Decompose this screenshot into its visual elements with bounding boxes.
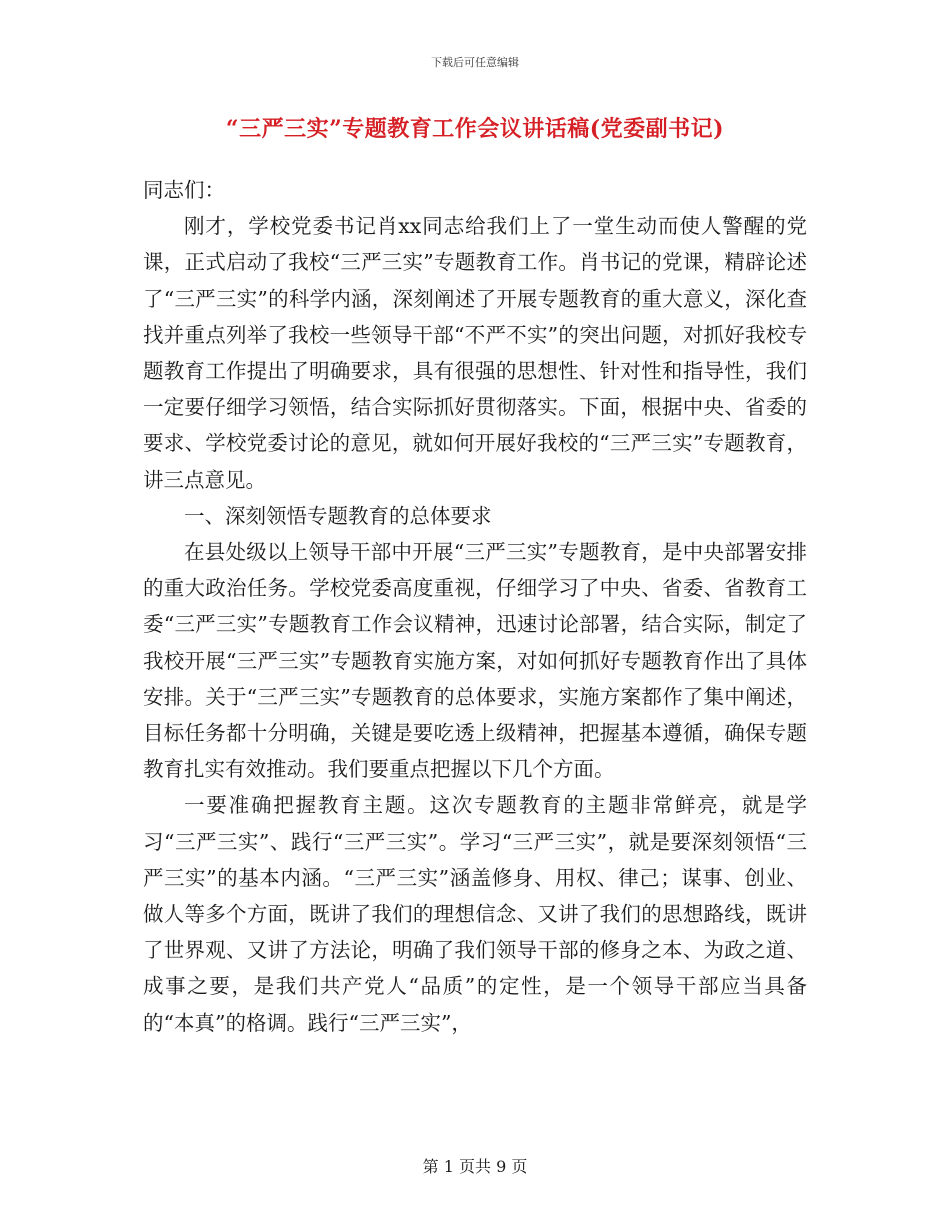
paragraph-intro: 刚才，学校党委书记肖xx同志给我们上了一堂生动而使人警醒的党课，正式启动了我校“三严三实”专题教育工作。肖书记的党课，精辟论述了“三严三实”的科学内涵，深刻阐述了开展专题教育的重大意义，深化查找并重点列举了我校一些领导干部“不严不实”的突出问题，对抓好我校专题教育工作提出了明确要求，具有很强的思想性、针对性和指导性，我们一定要仔细学习领悟，结合实际抓好贯彻落实。下面，根据中央、省委的要求、学校党委讨论的意见，就如何开展好我校的“三严三实”专题教育，讲三点意见。 (143, 214, 807, 492)
salutation: 同志们： (143, 178, 225, 202)
paragraph-section-1: 在县处级以上领导干部中开展“三严三实”专题教育，是中央部署安排的重大政治任务。学校党委高度重视，仔细学习了中央、省委、省教育工委“三严三实”专题教育工作会议精神，迅速讨论部署，结合实际，制定了我校开展“三严三实”专题教育实施方案，对如何抓好专题教育作出了具体安排。关于“三严三实”专题教育的总体要求，实施方案都作了集中阐述，目标任务都十分明确，关键是要吃透上级精神，把握基本遵循，确保专题教育扎实有效推动。我们要重点把握以下几个方面。 (143, 540, 807, 782)
section-heading-1: 一、深刻领悟专题教育的总体要求 (184, 503, 492, 528)
page-number: 第 1 页共 9 页 (422, 1157, 528, 1176)
header-note: 下载后可任意编辑 (431, 56, 519, 69)
paragraph-theme: 一要准确把握教育主题。这次专题教育的主题非常鲜亮，就是学习“三严三实”、践行“三严三实”。学习“三严三实”，就是要深刻领悟“三严三实”的基本内涵。“三严三实”涵盖修身、用权、律己；谋事、创业、做人等多个方面，既讲了我们的理想信念、又讲了我们的思想路线，既讲了世界观、又讲了方法论，明确了我们领导干部的修身之本、为政之道、成事之要，是我们共产党人“品质”的定性，是一个领导干部应当具备的“本真”的格调。践行“三严三实”， (143, 793, 807, 1035)
document-title: “三严三实”专题教育工作会议讲话稿(党委副书记) (225, 116, 725, 142)
document-body (143, 172, 807, 1041)
